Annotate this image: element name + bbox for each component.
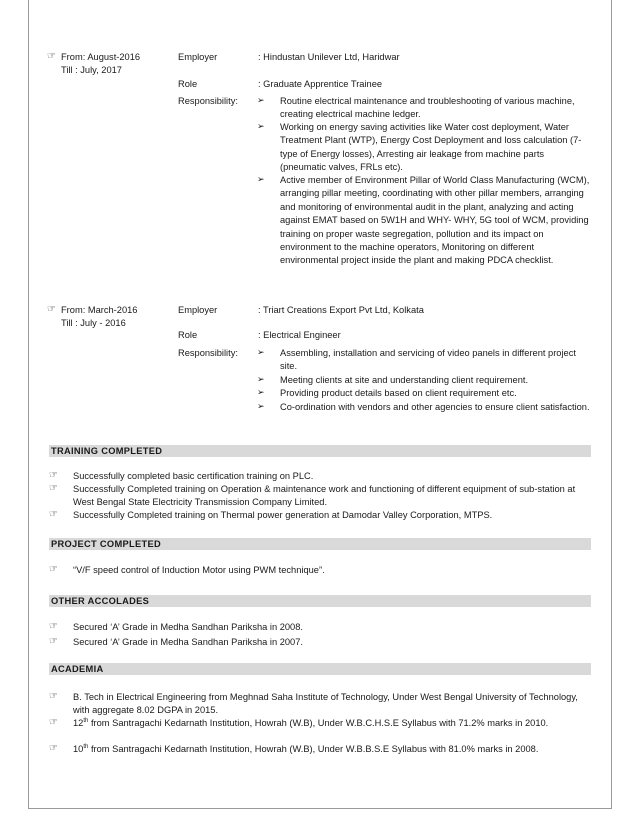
hand-pointer-icon: ☞ [49,743,58,754]
section-heading-training: TRAINING COMPLETED [49,445,591,457]
hand-pointer-icon: ☞ [49,691,58,702]
employer-value: : Hindustan Unilever Ltd, Haridwar [258,52,400,62]
hand-pointer-icon: ☞ [47,51,56,62]
hand-pointer-icon: ☞ [49,717,58,728]
job-from: From: March-2016 [61,305,138,315]
responsibility-label: Responsibility: [178,348,238,358]
responsibility-bullet: ➢ Working on energy saving activities like Water cost deployment, Water Treatment Plant (WTP), Energy Cost Deployment and loss calculation (7- type of Energy losses), Arresting air leakage from machine parts (pneumatic valves, FRLs etc). [257,122,582,173]
list-item: ☞ Secured ‘A’ Grade in Medha Sandhan Pariksha in 2007. [49,636,303,647]
role-value: : Electrical Engineer [258,330,341,340]
employer-value: : Triart Creations Export Pvt Ltd, Kolkata [258,305,424,315]
job-dates [47,304,169,329]
list-item: ☞ Successfully completed basic certification training on PLC. [49,470,314,481]
list-item: ☞ 12th from Santragachi Kedarnath Institution, Howrah (W.B), Under W.B.C.H.S.E Syllabus with 71.2% marks in 2010. [49,717,549,728]
arrow-bullet-icon: ➢ [257,175,265,185]
responsibility-label: Responsibility: [178,96,238,106]
responsibility-bullet: ➢ Active member of Environment Pillar of World Class Manufacturing (WCM), arranging pillar meeting, coordinating with other pillar members, arranging and monitoring of environmental audit in the plant, analyzing and acting against EMAT based on 5W1H and WHY- WHY, 5G tool of WCM, providing training on proper waste segregation, pollution and its impact on environment to the machine operators, Monitoring on different environmental project inside the plant and making PDCA checklist. [257,175,590,266]
hand-pointer-icon: ☞ [49,621,58,632]
job-till: Till : July, 2017 [61,64,122,75]
section-heading-project: PROJECT COMPLETED [49,538,591,550]
role-label: Role [178,330,198,340]
job-dates [47,51,169,76]
employer-label: Employer [178,52,218,62]
resume-page [28,0,612,809]
arrow-bullet-icon: ➢ [257,375,265,385]
hand-pointer-icon: ☞ [49,564,58,575]
arrow-bullet-icon: ➢ [257,388,265,398]
arrow-bullet-icon: ➢ [257,348,265,358]
hand-pointer-icon: ☞ [49,509,58,520]
role-label: Role [178,79,198,89]
list-item: ☞ 10th from Santragachi Kedarnath Institution, Howrah (W.B), Under W.B.B.S.E Syllabus with 81.0% marks in 2008. [49,743,539,754]
arrow-bullet-icon: ➢ [257,122,265,132]
section-heading-academia: ACADEMIA [49,663,591,675]
hand-pointer-icon: ☞ [49,470,58,481]
role-value: : Graduate Apprentice Trainee [258,79,383,89]
arrow-bullet-icon: ➢ [257,402,265,412]
section-heading-accolades: OTHER ACCOLADES [49,595,591,607]
responsibility-bullet: ➢ Meeting clients at site and understanding client requirement. [260,374,590,387]
responsibility-bullet: ➢ Co-ordination with vendors and other agencies to ensure client satisfaction. [260,401,590,414]
list-item: ☞ Secured ‘A’ Grade in Medha Sandhan Pariksha in 2008. [49,621,303,632]
responsibility-bullet: ➢ Assembling, installation and servicing of video panels in different project site. [257,348,576,372]
list-item: ☞ B. Tech in Electrical Engineering from Meghnad Saha Institute of Technology, Under West Bengal University of Technology, with aggregate 8.02 DGPA in 2015. [49,691,578,715]
list-item: ☞ Successfully Completed training on Thermal power generation at Damodar Valley Corporation, MTPS. [49,509,493,520]
hand-pointer-icon: ☞ [47,304,56,315]
list-item: ☞ Successfully Completed training on Operation & maintenance work and functioning of different equipment of sub-station at West Bengal State Electricity Transmission Company Limited. [49,483,576,507]
hand-pointer-icon: ☞ [49,483,58,494]
responsibility-bullet: ➢ Routine electrical maintenance and troubleshooting of various machine, creating electrical machine ledger. [257,96,575,120]
list-item: ☞ “V/F speed control of Induction Motor using PWM technique”. [49,564,325,575]
employer-label: Employer [178,305,218,315]
hand-pointer-icon: ☞ [49,636,58,647]
job-from: From: August-2016 [61,52,141,62]
job-till: Till : July - 2016 [61,317,126,328]
arrow-bullet-icon: ➢ [257,96,265,106]
responsibility-bullet: ➢ Providing product details based on client requirement etc. [260,387,590,400]
